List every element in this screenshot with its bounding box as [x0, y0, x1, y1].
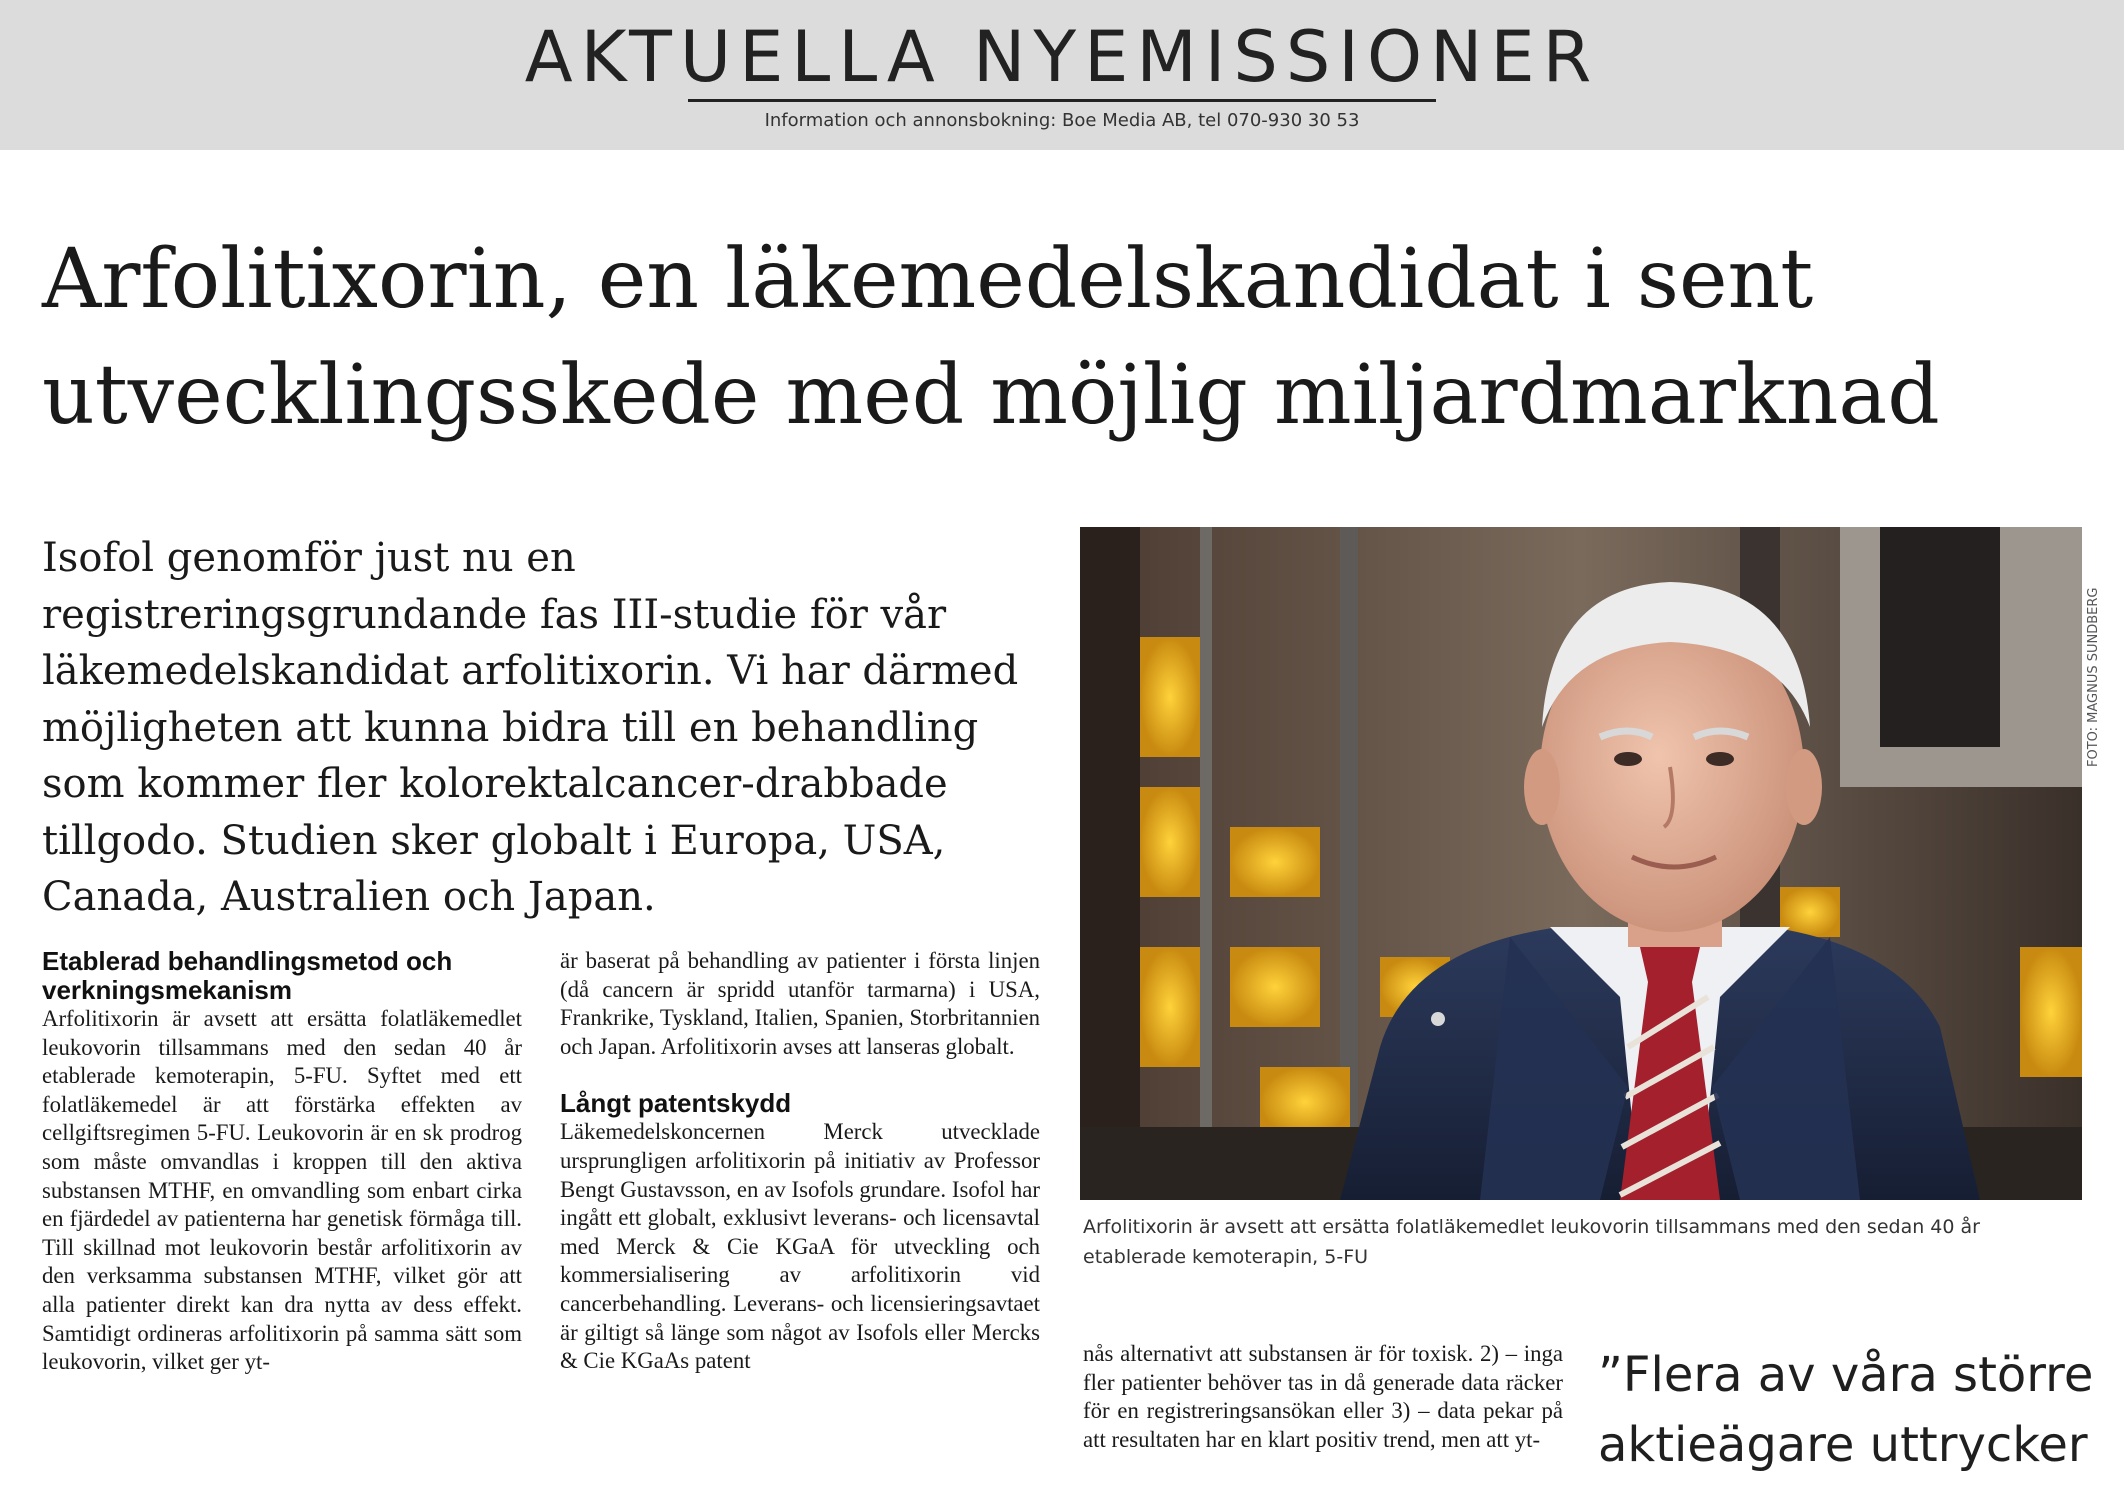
- text-column-2: [560, 947, 1040, 1376]
- article-headline: Arfolitixorin, en läkemedelskandidat i sent utvecklingsskede med möjlig miljardmarknad: [42, 232, 1940, 443]
- photo-credit: FOTO: MAGNUS SUNDBERG: [2086, 587, 2101, 767]
- section-heading-treatment: Etablerad behandlingsmetod och verkningsmekanism: [42, 946, 453, 1005]
- section-banner: [0, 0, 2124, 150]
- section-body-patent: Läkemedelskoncernen Merck utvecklade ursprungligen arfolitixorin på initiativ av Professor Bengt Gustavsson, en av Isofols grundare. Isofol har ingått ett globalt, exklusivt leverans- och licensavtal med Merck & Cie KGaA för utveckling och kommersialisering av arfolitixorin vid cancerbehandling. Leverans- och licensieringsavtaet är giltigt så länge som något av Isofols eller Mercks & Cie KGaAs patent: [560, 1119, 1040, 1374]
- section-body-treatment: Arfolitixorin är avsett att ersätta folatläkemedlet leukovorin tillsammans med den sedan 40 år etablerade kemoterapin, 5-FU. Syftet med ett folatläkemedel är att förstärka effekten av cellgiftsregimen 5-FU. Leukovorin är en sk prodrog som måste omvandlas i kroppen till den aktiva substansen MTHF, en omvandling som enbart cirka en fjärdedel av patienterna har genetisk förmåga till. Till skillnad mot leukovorin består arfolitixorin av den verksamma substansen MTHF, vilket gör att alla patienter direkt kan dra nytta av dess effekt. Samtidigt ordineras arfolitixorin på samma sätt som leukovorin, vilket ger yt-: [42, 1006, 522, 1375]
- section-title: AKTUELLA NYEMISSIONER: [524, 16, 1600, 98]
- text-column-1: [42, 947, 522, 1377]
- photo-caption: Arfolitixorin är avsett att ersätta folatläkemedlet leukovorin tillsammans med den sedan 40 år etablerade kemoterapin, 5-FU: [1083, 1216, 1980, 1268]
- pull-quote: ”Flera av våra större aktieägare uttrycker: [1598, 1347, 2094, 1473]
- title-underline: [688, 99, 1436, 102]
- column-2-intro: är baserat på behandling av patienter i första linjen (då cancern är spridd utanför tarmarna) i USA, Frankrike, Tyskland, Italien, Spanien, Storbritannien och Japan. Arfolitixorin avses att lanseras globalt.: [560, 948, 1040, 1059]
- column-3-text: nås alternativt att substansen är för toxisk. 2) – inga fler patienter behöver tas in då generade data räcker för en registreringsansökan eller 3) – data pekar på att resultaten har en klart positiv trend, men att yt-: [1083, 1341, 1563, 1452]
- portrait-photo: [1080, 527, 2082, 1200]
- article-lede: Isofol genomför just nu en registreringsgrundande fas III-studie för vår läkemedelskandidat arfolitixorin. Vi har därmed möjligheten att kunna bidra till en behandling som kommer fler kolorektalcancer-drabbade tillgodo. Studien sker globalt i Europa, USA, Canada, Australien och Japan.: [42, 535, 1019, 920]
- section-heading-patent: Långt patentskydd: [560, 1088, 792, 1119]
- text-column-3: [1083, 1340, 1563, 1454]
- booking-info: Information och annonsbokning: Boe Media AB, tel 070-930 30 53: [764, 110, 1360, 131]
